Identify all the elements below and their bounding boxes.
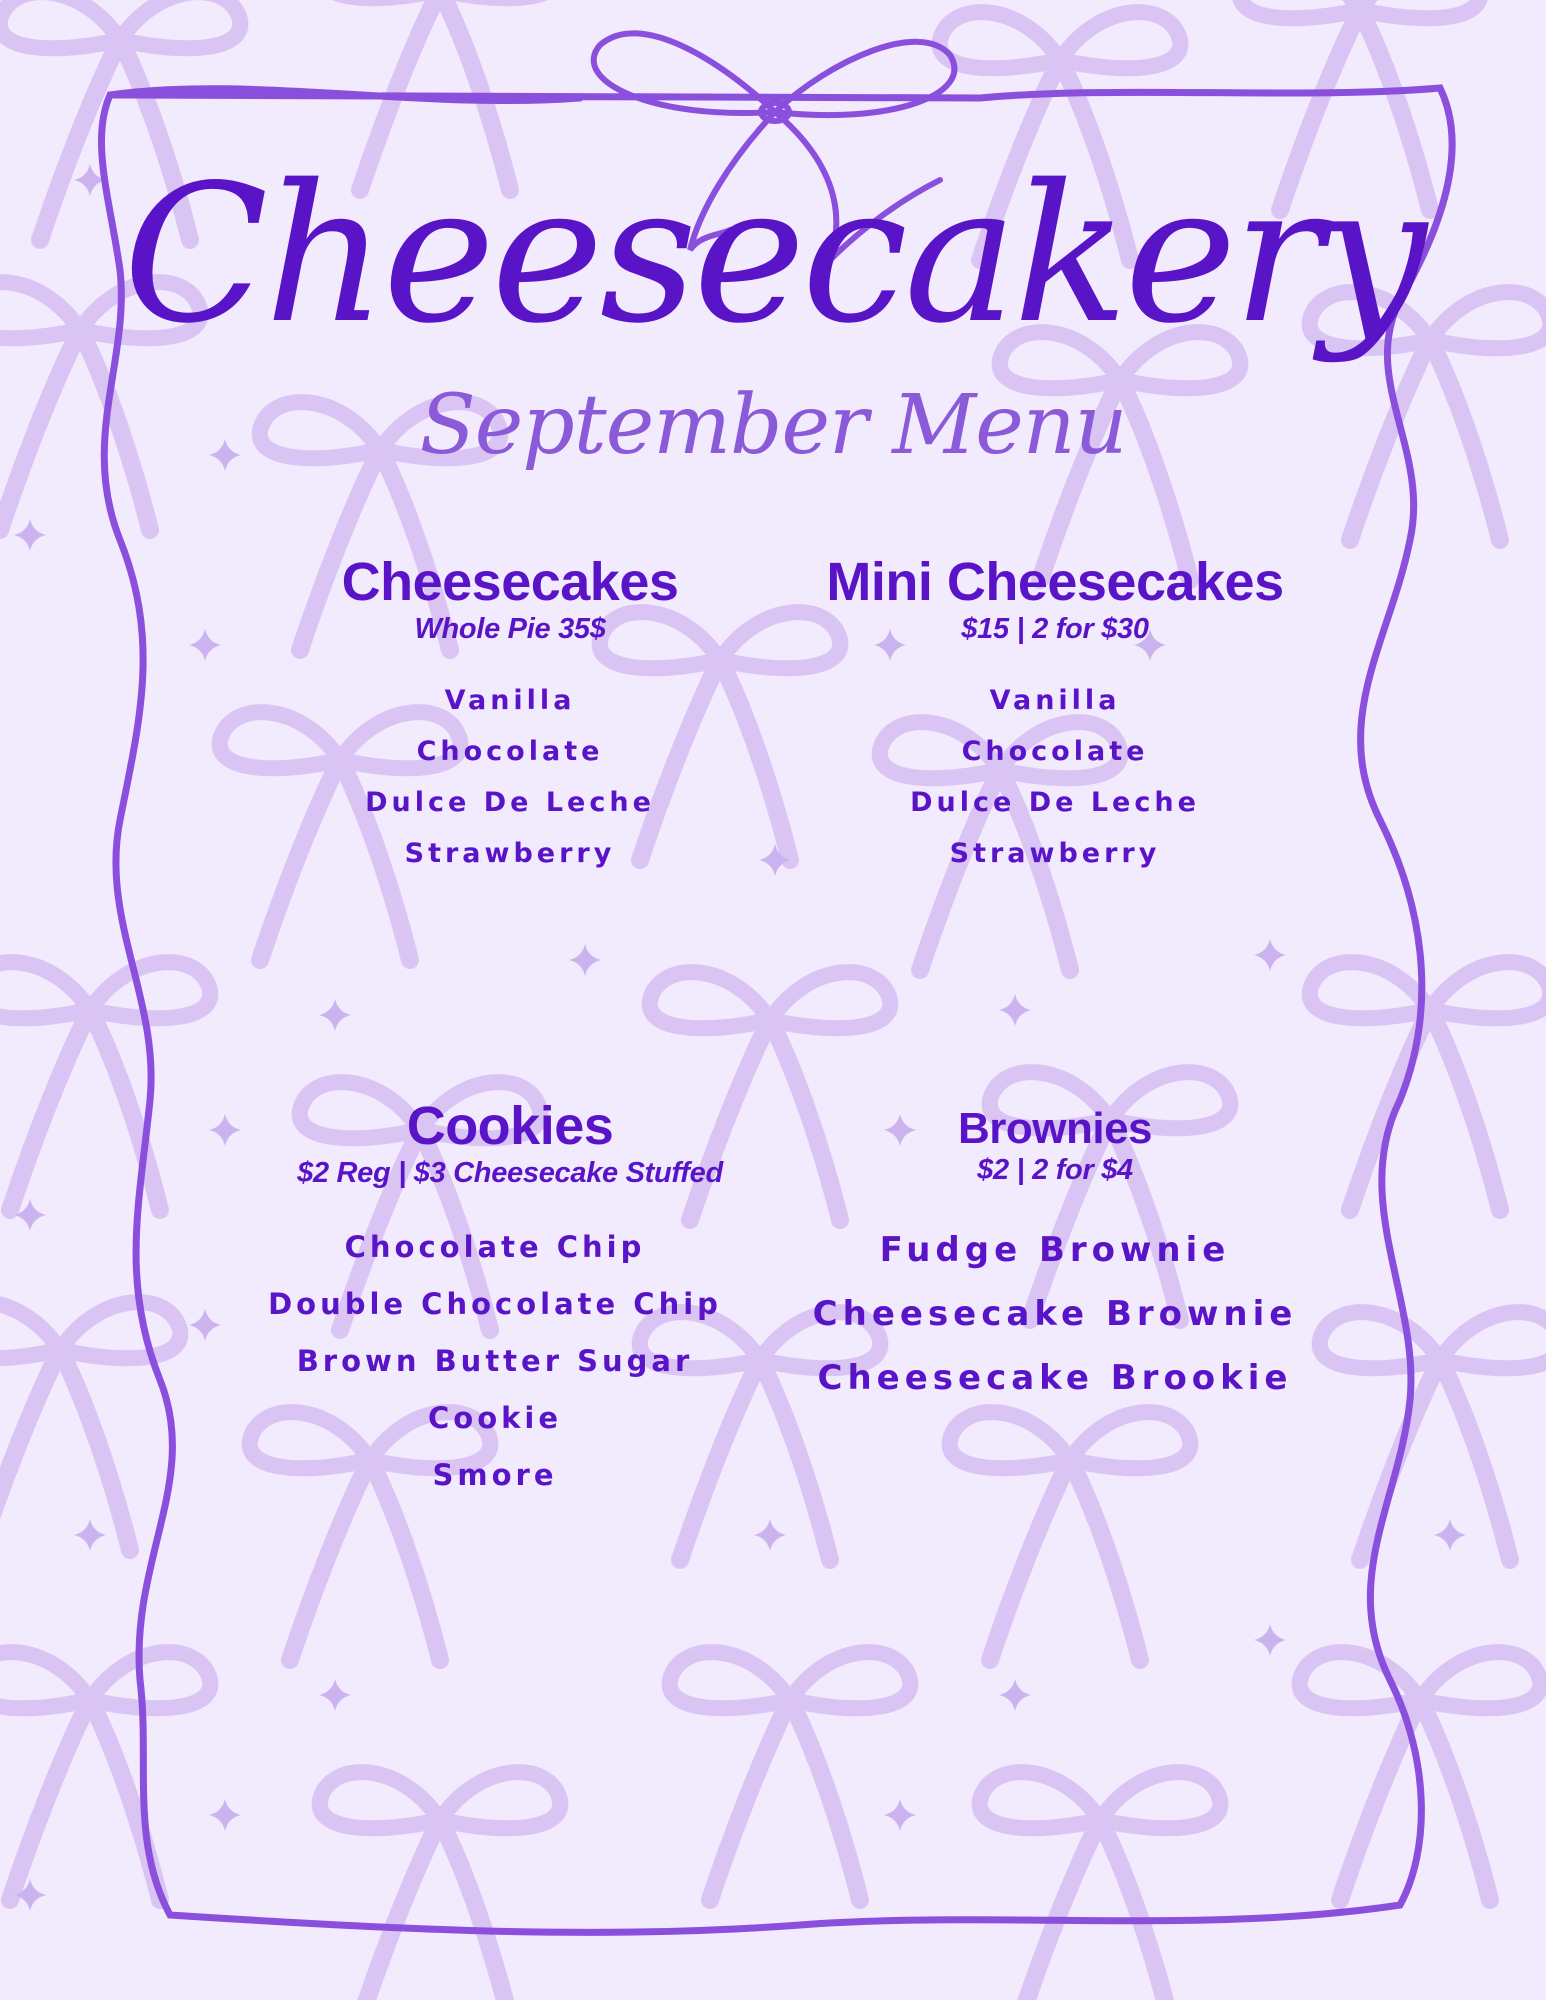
menu-item: Chocolate Chip (344, 1230, 646, 1265)
menu-item: Dulce De Leche (910, 787, 1200, 819)
section-price: Whole Pie 35$ (414, 613, 606, 646)
item-list (290, 675, 730, 879)
item-list (790, 675, 1320, 879)
item-list (790, 1218, 1320, 1410)
item-list (220, 1219, 770, 1504)
menu-item: Brown Butter Sugar (296, 1344, 694, 1379)
menu-item: Chocolate (416, 736, 604, 768)
menu-item: Dulce De Leche (365, 787, 655, 819)
brand-title: Cheesecakery (123, 144, 1423, 365)
section-price: $2 Reg | $3 Cheesecake Stuffed (297, 1157, 723, 1190)
menu-item: Strawberry (404, 838, 616, 870)
section-title: Cheesecakes (341, 552, 679, 612)
section-cookies (250, 1097, 770, 1504)
section-title: Brownies (957, 1104, 1153, 1153)
menu-item: Cheesecake Brookie (817, 1358, 1293, 1399)
menu-item: Vanilla (444, 685, 576, 717)
menu-item: Cheesecake Brownie (812, 1294, 1298, 1335)
menu-item: Fudge Brownie (879, 1230, 1231, 1271)
section-title: Mini Cheesecakes (826, 552, 1284, 612)
menu-item: Strawberry (949, 838, 1161, 870)
menu-item: Vanilla (989, 685, 1121, 717)
section-brownies (790, 1105, 1320, 1410)
section-price: $15 | 2 for $30 (961, 613, 1149, 646)
menu-item: Smore (432, 1458, 558, 1493)
section-title: Cookies (406, 1096, 614, 1156)
section-price: $2 | 2 for $4 (977, 1154, 1133, 1187)
menu-item: Chocolate (961, 736, 1149, 768)
section-cheesecakes (290, 553, 730, 879)
menu-item: Double Chocolate Chip (268, 1287, 722, 1322)
section-mini-cheesecakes (790, 553, 1320, 879)
menu-subtitle: September Menu (419, 378, 1127, 473)
menu-item: Cookie (427, 1401, 563, 1436)
